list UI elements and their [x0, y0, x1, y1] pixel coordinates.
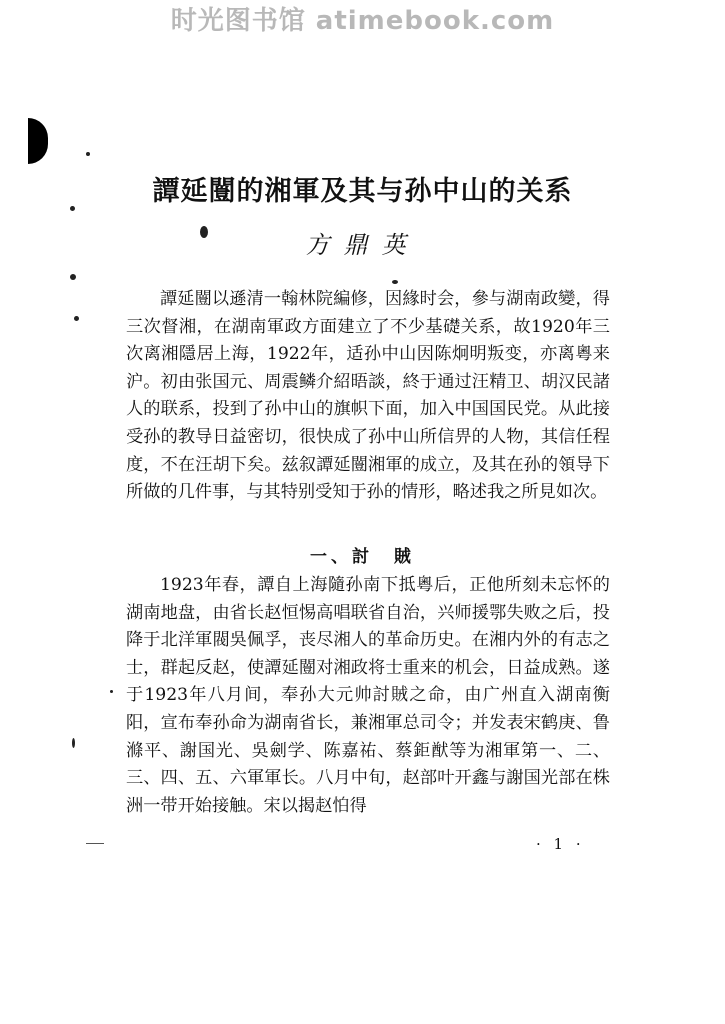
binding-shadow — [28, 118, 48, 164]
scan-speck — [392, 280, 398, 284]
scan-speck — [72, 738, 75, 748]
section-heading: 一、討 賊 — [310, 547, 415, 567]
margin-mark — [86, 843, 104, 844]
author-name: 方鼎英 — [305, 231, 420, 259]
article-title: 譚延闓的湘軍及其与孙中山的关系 — [152, 176, 573, 207]
intro-paragraph: 譚延闓以遜清一翰林院編修，因緣时会，參与湖南政變，得三次督湘，在湖南軍政方面建立了不少基礎关系，故1920年三次离湘隱居上海，1922年，适孙中山因陈炯明叛变，亦离粵来沪。初由张国元、周震鳞介紹晤談，終于通过汪精卫、胡汉民諸人的联系，投到了孙中山的旗帜下面，加入中国国民党。从此接受孙的教导日益密切，很快成了孙中山所信畀的人物，其信任程度，不在汪胡下矣。兹叙譚延闓湘軍的成立，及其在孙的領导下所做的几件事，与其特别受知于孙的情形，略述我之所見如次。 — [126, 289, 610, 503]
body-paragraph: 1923年春，譚自上海隨孙南下抵粵后，正他所刻未忘怀的湖南地盘，由省长赵恒惕高唱联省自治，兴师援鄂失败之后，投降于北洋軍閥吳佩孚，丧尽湘人的革命历史。在湘内外的有志之士，群起反赵，使譚延闓对湘政将士重来的机会，日益成熟。遂于1923年八月间，奉孙大元帅討賊之命，由广州直入湖南衡阳，宣布奉孙命为湖南省长，兼湘軍总司令；并发表宋鹤庚、鲁滌平、謝国光、吳劍学、陈嘉祐、蔡鉅猷等为湘軍第一、二、三、四、五、六軍軍长。八月中旬，赵部叶开鑫与謝国光部在株洲一带开始接触。宋以揭赵怕得 — [126, 575, 610, 816]
watermark: 时光图书馆 atimebook.com — [170, 6, 555, 36]
page-number: · 1 · — [536, 835, 585, 853]
scan-speck — [86, 152, 90, 156]
scan-speck — [110, 690, 113, 693]
scan-speck — [70, 274, 76, 280]
scan-speck — [74, 316, 79, 321]
